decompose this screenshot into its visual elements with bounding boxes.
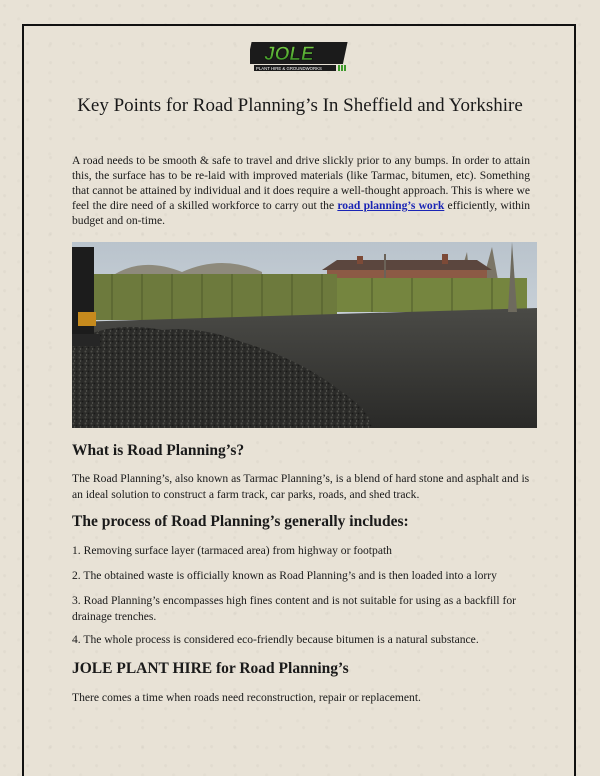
section-heading-jole: JOLE PLANT HIRE for Road Planning’s [72,660,349,677]
logo-brand-text: JOLE [264,44,314,65]
road-planings-photo [72,242,537,428]
section-heading-what-is: What is Road Planning’s? [72,442,245,459]
site-photo-illustration [72,242,537,428]
process-item-2: 2. The obtained waste is officially known as Road Planning’s and is then loaded into a lorry [72,569,497,582]
section-body-what-is: The Road Planning’s, also known as Tarmac Planning’s, is a blend of hard stone and asphalt and is an ideal solution to construct a farm track, car parks, roads, and shed track. [72,472,530,501]
process-item-4: 4. The whole process is considered eco-friendly because bitumen is a natural substance. [72,633,479,646]
road-planning-work-link[interactable]: road planning’s work [337,199,445,213]
section-heading-process: The process of Road Planning’s generally includes: [72,513,409,530]
logo-graphic [250,40,350,74]
logo-tagline: PLANT HIRE & GROUNDWORKS [256,66,322,71]
process-item-1: 1. Removing surface layer (tarmaced area) from highway or footpath [72,544,392,557]
intro-text-after: efficiently, within budget and on-time. [72,199,530,228]
page-title: Key Points for Road Planning’s In Sheffield and Yorkshire [77,95,523,116]
section-body-jole: There comes a time when roads need reconstruction, repair or replacement. [72,691,421,704]
intro-text: A road needs to be smooth & safe to travel and drive slickly prior to any bumps. In order to attain this, the surface has to be re-laid with improved materials (like Tarmac, bitumen, etc). Something that cannot be attained by individual and it does require a well-thought approach. This is where we feel the dire need of a skilled workforce to carry out the [72,154,530,213]
process-item-3: 3. Road Planning’s encompasses high fines content and is not suitable for using as a backfill for drainage trenches. [72,594,517,623]
jole-logo [250,40,350,74]
intro-paragraph [72,153,530,228]
